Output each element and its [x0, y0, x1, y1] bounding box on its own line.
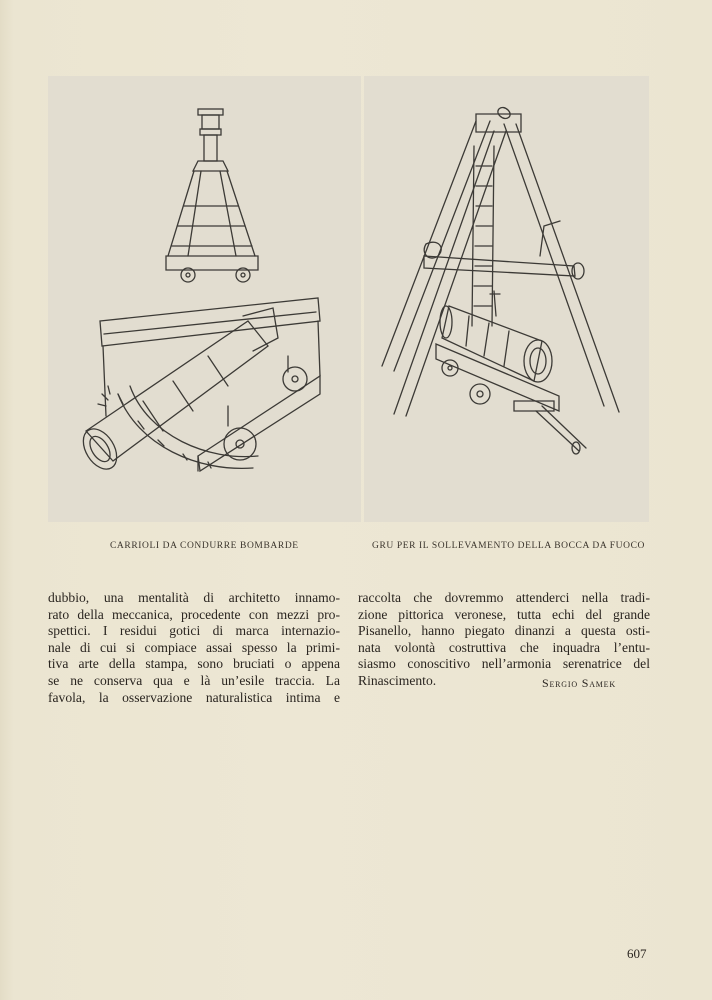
text-line: Pisanello, hanno piegato dinanzi a questa osti- — [358, 623, 650, 639]
text-line: dubbio, una mentalità di architetto innamo- — [48, 590, 340, 605]
figure-crane-illustration — [364, 76, 649, 522]
page-number: 607 — [627, 946, 647, 961]
figure-caption-crane: GRU PER IL SOLLEVAMENTO DELLA BOCCA DA FUOCO — [372, 541, 645, 551]
crane-frame — [382, 108, 619, 416]
crane-cart — [436, 344, 586, 454]
carts-drawing — [48, 76, 361, 522]
figure-carts-illustration — [48, 76, 361, 522]
author-signature: Sergio Samek — [542, 676, 616, 690]
text-line: se ne conserva qua e là un’esile traccia. La — [48, 672, 340, 688]
reclining-bombard-carriage — [76, 298, 320, 475]
figure-caption-carts: CARRIOLI DA CONDURRE BOMBARDE — [110, 541, 299, 551]
body-column-left — [48, 590, 340, 706]
text-line: nale di cui si compiace assai spesso la primi- — [48, 639, 340, 655]
crane-drawing — [364, 76, 649, 522]
text-line: rato della meccanica, procedente con mezzi pro- — [48, 606, 340, 622]
text-line: spettici. I residui gotici di marca internazio- — [48, 623, 340, 639]
text-line: Rinascimento. — [358, 672, 437, 688]
text-line: nata volontà costruttiva che inquadra l’entu- — [358, 639, 650, 655]
body-column-right — [358, 590, 650, 690]
text-line: tiva arte della stampa, sono bruciati o appena — [48, 656, 340, 672]
text-line: siasmo conoscitivo nell’armonia serenatrice del — [358, 656, 650, 672]
text-line: zione pittorica veronese, tutta echi del grande — [358, 606, 650, 622]
upright-bombard-carriage — [166, 109, 258, 282]
text-line: favola, la osservazione naturalistica intima e — [48, 689, 340, 705]
text-line: raccolta che dovremmo attenderci nella tradi- — [358, 590, 650, 605]
